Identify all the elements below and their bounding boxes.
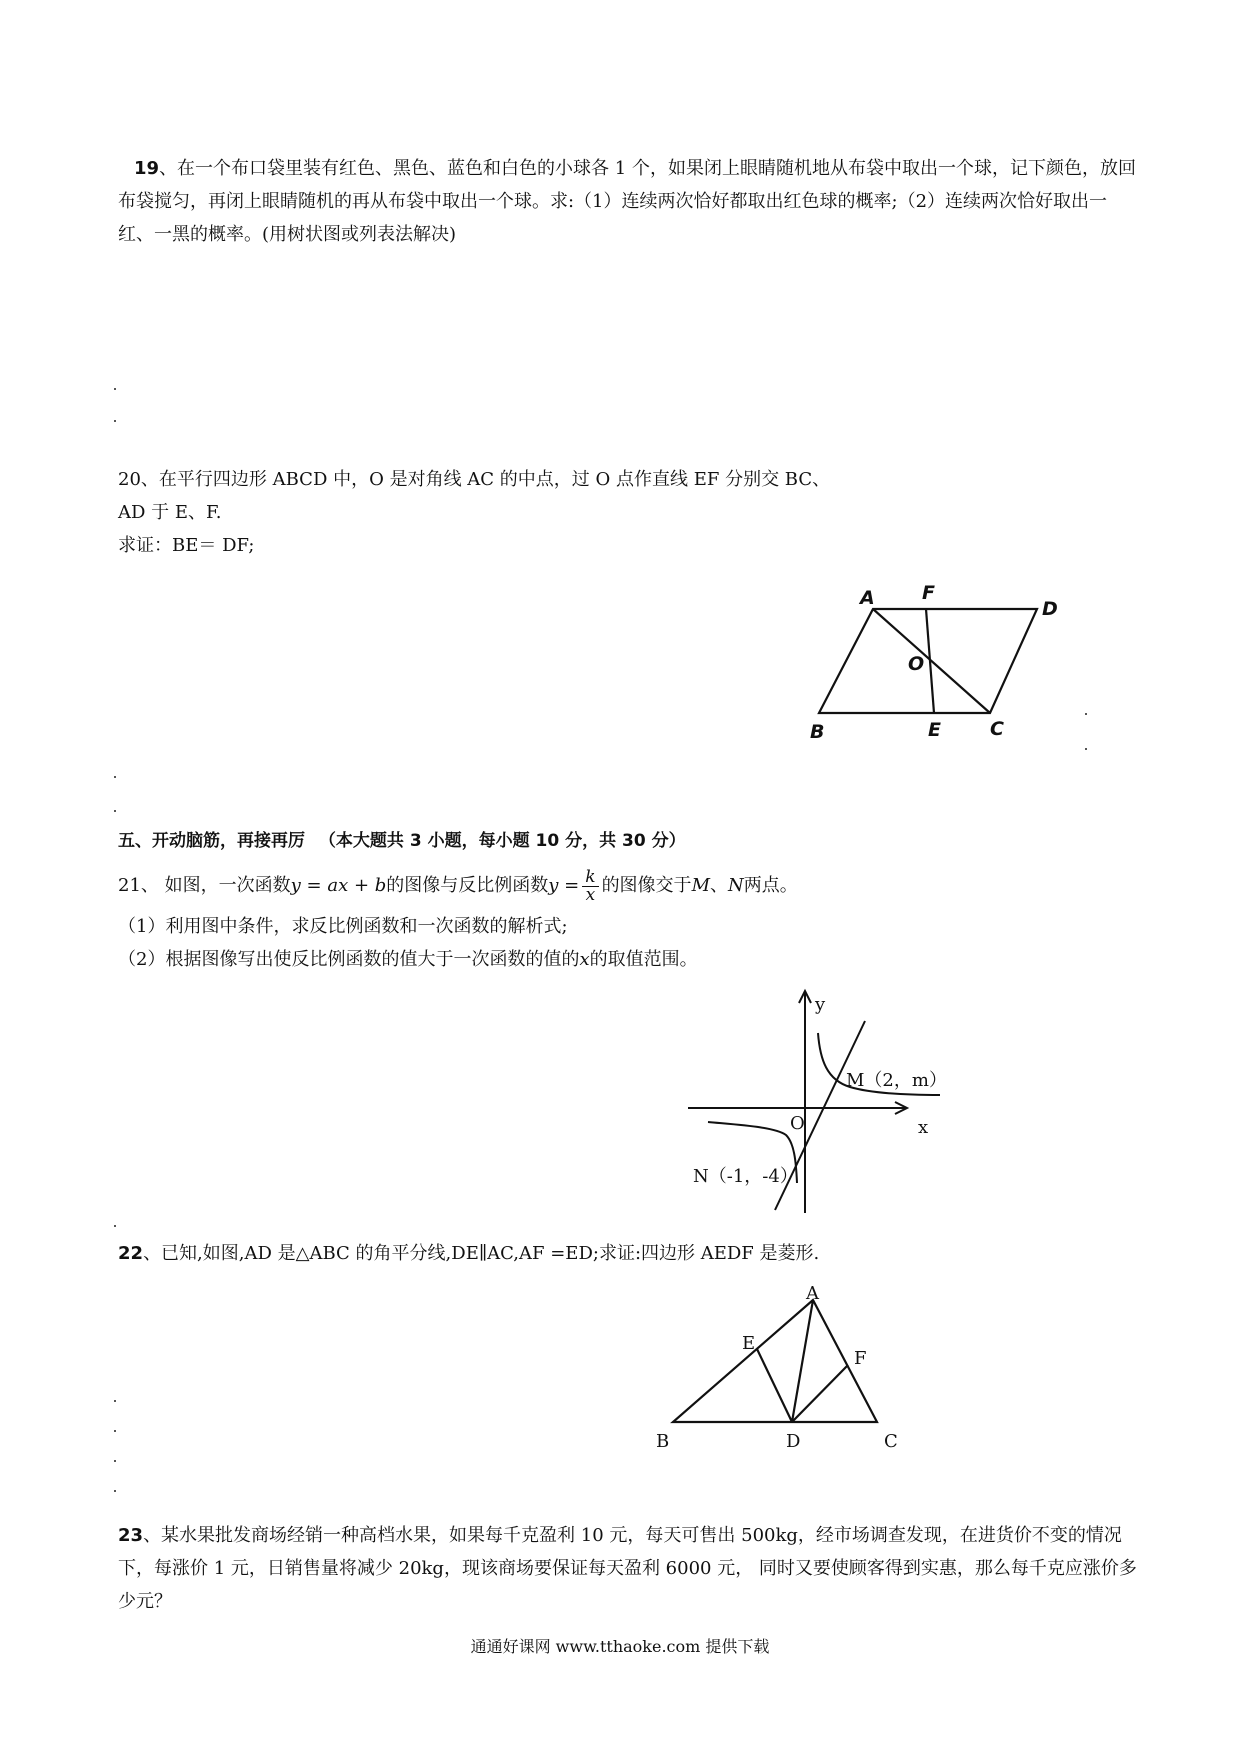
label-b: B <box>656 1431 670 1452</box>
question-21-prefix: 21、 如图，一次函数 <box>118 875 291 896</box>
question-22-text <box>118 1237 1158 1270</box>
section-5-note: （本大题共 3 小题，每小题 10 分，共 30 分） <box>318 831 686 851</box>
point-m-name: M <box>691 875 710 896</box>
scan-speck <box>114 776 116 778</box>
question-21-mid: 的图像与反比例函数 <box>386 875 549 896</box>
label-a: A <box>806 1285 819 1304</box>
origin-label: O <box>790 1113 805 1134</box>
question-23-body: 、某水果批发商场经销一种高档水果，如果每千克盈利 10 元，每天可售出 500kg，经市场调查发现，在进货价不变的情况下，每涨价 1 元，日销售量将减少 20kg，现该商场要保证每天盈利 6000 元， 同时又要使顾客得到实惠，那么每千克应涨价多少元？ <box>118 1525 1137 1612</box>
page-footer: 通通好课网 www.tthaoke.com 提供下载 <box>470 1637 770 1656</box>
question-21-part-1: （1）利用图中条件，求反比例函数和一次函数的解析式; <box>118 916 568 937</box>
question-21-part-2-var: x <box>579 949 590 970</box>
question-23-number: 23 <box>118 1525 144 1546</box>
scan-speck <box>114 1430 116 1432</box>
question-19-number: 19 <box>134 158 160 179</box>
question-21-part-2-a: （2）根据图像写出使反比例函数的值大于一次函数的值的 <box>118 949 580 970</box>
inverse-function-lhs: y = <box>548 875 580 896</box>
point-m-label: M（2，m） <box>846 1070 947 1091</box>
label-f: F <box>922 585 935 604</box>
scan-speck <box>1085 713 1087 715</box>
question-21-sep: 、 <box>710 875 728 896</box>
label-e: E <box>928 719 941 741</box>
label-e: E <box>742 1333 756 1354</box>
point-n-name: N <box>728 875 744 896</box>
question-21 <box>118 862 1158 976</box>
question-22-body: 、已知,如图,AD 是△ABC 的角平分线,DE∥AC,AF =ED;求证:四边形 AEDF 是菱形. <box>143 1243 820 1264</box>
label-o: O <box>908 653 925 675</box>
question-19-body: 、在一个布口袋里装有红色、黑色、蓝色和白色的小球各 1 个，如果闭上眼睛随机地从布袋中取出一个球，记下颜色，放回布袋搅匀，再闭上眼睛随机的再从布袋中取出一个球。求:（1）连续两次恰好都取出红色球的概率;（2）连续两次恰好取出一红、一黑的概率。(用树状图或列表法解决) <box>118 158 1136 245</box>
scan-speck <box>114 810 116 812</box>
label-c: C <box>990 718 1004 740</box>
fraction-denominator: x <box>585 884 596 905</box>
linear-function-expression: y = ax + b <box>290 875 387 896</box>
question-21-suffix-b: 两点。 <box>743 875 798 896</box>
scan-speck <box>114 420 116 422</box>
question-23-text <box>118 1519 1138 1618</box>
section-5-title: 五、开动脑筋，再接再厉 <box>118 831 305 851</box>
label-b: B <box>810 721 825 743</box>
scan-speck <box>114 1460 116 1462</box>
question-20-line-2: AD 于 E、F. <box>118 502 222 523</box>
segment-de <box>757 1349 792 1422</box>
question-20-line-1: 20、在平行四边形 ABCD 中，O 是对角线 AC 的中点，过 O 点作直线 EF 分别交 BC、 <box>118 469 831 490</box>
question-22-number: 22 <box>118 1243 144 1264</box>
question-22 <box>118 1237 1158 1270</box>
fraction-k-over-x <box>582 866 598 905</box>
diagonal-ac <box>873 609 990 713</box>
question-21-suffix-a: 的图像交于 <box>601 875 692 896</box>
fraction-numerator: k <box>582 869 598 887</box>
scan-speck <box>114 388 116 390</box>
question-19 <box>118 152 1138 251</box>
label-d: D <box>1042 598 1058 620</box>
question-19-text <box>118 152 1138 251</box>
scan-speck <box>114 1400 116 1402</box>
triangle-abc <box>673 1300 877 1422</box>
question-21-part-2-b: 的取值范围。 <box>589 949 698 970</box>
function-graph-figure <box>680 985 980 1215</box>
section-5-header <box>118 826 686 851</box>
question-21-part-2 <box>118 943 1158 976</box>
scan-speck <box>114 1225 116 1227</box>
label-d: D <box>786 1431 801 1452</box>
label-f: F <box>854 1348 867 1369</box>
y-axis-label: y <box>815 994 826 1015</box>
question-20-line-3: 求证：BE＝ DF; <box>118 535 255 556</box>
label-a: A <box>860 587 875 609</box>
label-c: C <box>884 1431 898 1452</box>
parallelogram-figure <box>800 585 1060 765</box>
question-20 <box>118 463 918 562</box>
question-21-stem <box>118 862 1158 910</box>
scan-speck <box>1085 748 1087 750</box>
question-23 <box>118 1519 1138 1618</box>
point-n-label: N（-1，-4） <box>693 1166 798 1187</box>
triangle-figure <box>650 1285 930 1455</box>
scan-speck <box>114 1490 116 1492</box>
x-axis-label: x <box>918 1117 929 1138</box>
